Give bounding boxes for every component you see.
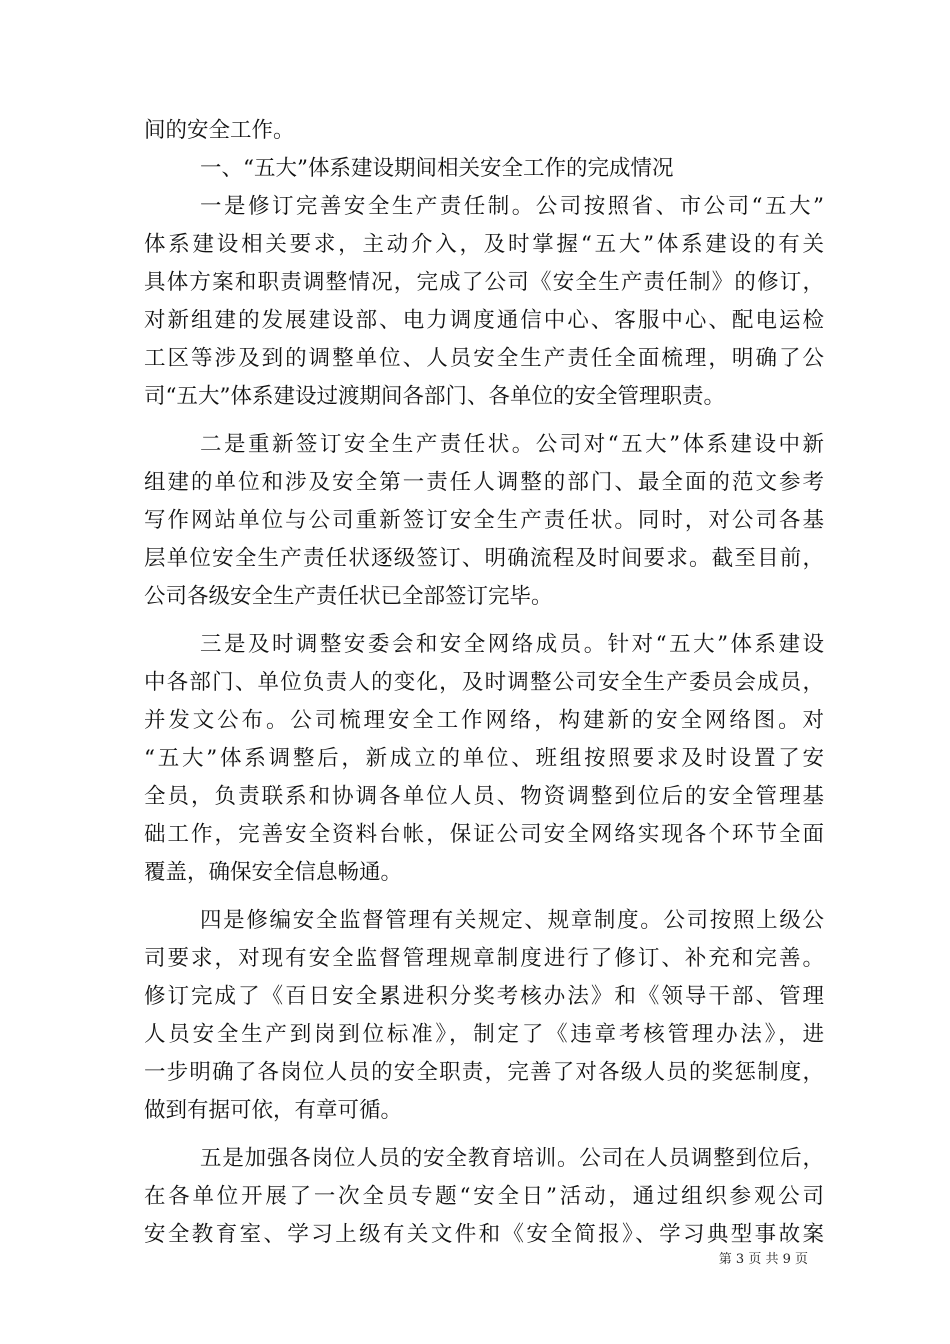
- text-line: 二是重新签订安全生产责任状。公司对“五大”体系建设中新: [200, 432, 824, 457]
- text-line: 三是及时调整安委会和安全网络成员。针对“五大”体系建设: [200, 632, 824, 657]
- page-number: 第 3 页 共 9 页: [718, 1252, 808, 1267]
- text-line: 层单位安全生产责任状逐级签订、明确流程及时间要求。截至目前，: [144, 546, 824, 571]
- section-heading: 一、“五大”体系建设期间相关安全工作的完成情况: [200, 156, 674, 181]
- text-line: 中各部门、单位负责人的变化，及时调整公司安全生产委员会成员，: [144, 670, 824, 695]
- text-line: 覆盖，确保安全信息畅通。: [144, 860, 403, 885]
- text-line: 对新组建的发展建设部、电力调度通信中心、客服中心、配电运检: [144, 308, 824, 333]
- text-line: 具体方案和职责调整情况，完成了公司《安全生产责任制》的修订，: [144, 270, 824, 295]
- text-line: 全员，负责联系和协调各单位人员、物资调整到位后的安全管理基: [144, 784, 824, 809]
- text-line: 安全教育室、学习上级有关文件和《安全简报》、学习典型事故案: [144, 1222, 824, 1247]
- text-line: 体系建设相关要求，主动介入，及时掌握“五大”体系建设的有关: [144, 232, 824, 257]
- text-line: 四是修编安全监督管理有关规定、规章制度。公司按照上级公: [200, 908, 824, 933]
- text-line: 间的安全工作。: [144, 118, 295, 143]
- text-line: 在各单位开展了一次全员专题“安全日”活动，通过组织参观公司: [144, 1184, 824, 1209]
- text-line: 做到有据可依，有章可循。: [144, 1098, 403, 1123]
- text-line: 公司各级安全生产责任状已全部签订完毕。: [144, 584, 553, 609]
- paragraph-gap: [144, 616, 824, 626]
- text-line: 五是加强各岗位人员的安全教育培训。公司在人员调整到位后，: [200, 1146, 824, 1171]
- text-line: 一步明确了各岗位人员的安全职责，完善了对各级人员的奖惩制度，: [144, 1060, 824, 1085]
- paragraph-gap: [144, 416, 824, 426]
- paragraph-gap: [144, 892, 824, 902]
- text-line: 并发文公布。公司梳理安全工作网络，构建新的安全网络图。对: [144, 708, 824, 733]
- text-line: 础工作，完善安全资料台帐，保证公司安全网络实现各个环节全面: [144, 822, 824, 847]
- text-line: 组建的单位和涉及安全第一责任人调整的部门、最全面的范文参考: [144, 470, 824, 495]
- paragraph-gap: [144, 1130, 824, 1140]
- text-line: 一是修订完善安全生产责任制。公司按照省、市公司“五大”: [200, 194, 824, 219]
- document-body: [144, 112, 824, 1254]
- text-line: 工区等涉及到的调整单位、人员安全生产责任全面梳理，明确了公: [144, 346, 824, 371]
- text-line: 司“五大”体系建设过渡期间各部门、各单位的安全管理职责。: [144, 384, 725, 409]
- text-line: 司要求，对现有安全监督管理规章制度进行了修订、补充和完善。: [144, 946, 824, 971]
- text-line: 写作网站单位与公司重新签订安全生产责任状。同时，对公司各基: [144, 508, 824, 533]
- text-line: 修订完成了《百日安全累进积分奖考核办法》和《领导干部、管理: [144, 984, 824, 1009]
- text-line: 人员安全生产到岗到位标准》，制定了《违章考核管理办法》，进: [144, 1022, 824, 1047]
- text-line: “五大”体系调整后，新成立的单位、班组按照要求及时设置了安: [144, 746, 824, 771]
